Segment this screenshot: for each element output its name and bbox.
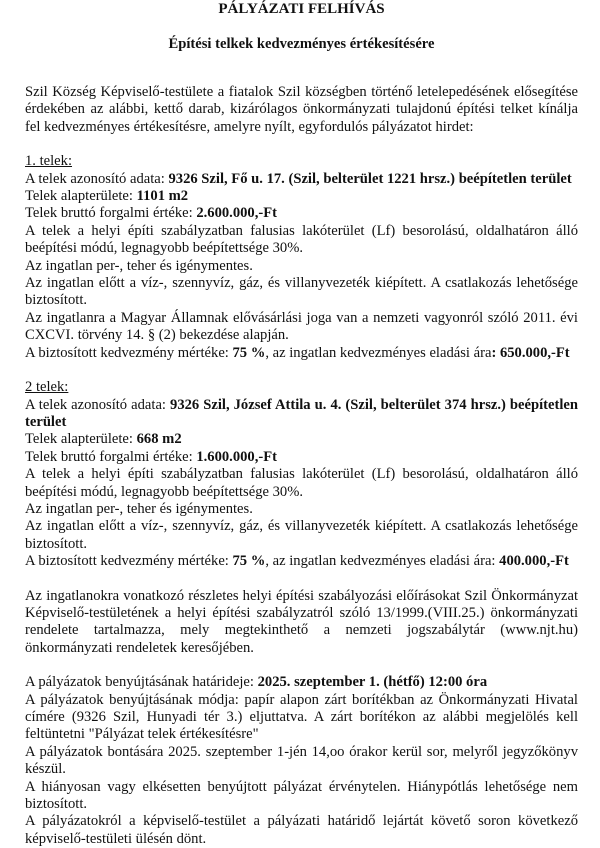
plot-2-section <box>25 379 578 570</box>
plot-2-price: Telek bruttó forgalmi értéke: 1.600.000,-Ft <box>25 448 278 465</box>
plot-1-preemption: Az ingatlanra a Magyar Államnak elővásárlási joga van a nemzeti vagyonról szóló 2011. évi CXCVI. törvény 14. § (2) bekezdése alapján. <box>25 309 578 344</box>
plot-1-free: Az ingatlan per-, teher és igénymentes. <box>25 257 253 274</box>
plot-1-section <box>25 153 578 362</box>
intro-paragraph: Szil Község Képviselő-testülete a fiatalok Szil községben történő letelepedésének elősegítése érdekében az alábbi, kettő darab, kizárólagos önkormányzati tulajdonú építési telket kínálja fel kedvezményes értékesítésre, amelyre nyílt, egyfordulós pályázatot hirdet: <box>25 84 578 135</box>
opening-info: A pályázatok bontására 2025. szeptember 1-jén 14,oo órakor kerül sor, melyről jegyzőkönyv készül. <box>25 743 578 778</box>
plot-1-zoning: A telek a helyi építi szabályzatban falusias lakóterület (Lf) besorolású, oldalhatáron álló beépítési módú, legnagyobb beépítettsége 30%. <box>25 222 578 257</box>
plot-1-price: Telek bruttó forgalmi értéke: 2.600.000,-Ft <box>25 205 278 222</box>
submission-method: A pályázatok benyújtásának módja: papír alapon zárt borítékban az Önkormányzati Hivatal címére (9326 Szil, Hunyadi tér 3.) eljuttatva. A zárt borítékon az alábbi megjelölés kell feltüntetni "Pályázat telek értékesítésre" <box>25 691 578 743</box>
page-title: PÁLYÁZATI FELHÍVÁS <box>218 1 385 17</box>
deadline: A pályázatok benyújtásának határideje: 2025. szeptember 1. (hétfő) 12:00 óra <box>25 674 488 691</box>
plot-1-heading: 1. telek: <box>25 153 73 170</box>
plot-1-area: Telek alapterülete: 1101 m2 <box>25 188 189 205</box>
plot-1-utilities: Az ingatlan előtt a víz-, szennyvíz, gáz, és villanyvezeték kiépített. A csatlakozás lehetősége biztosított. <box>25 275 578 309</box>
decision-info: A pályázatokról a képviselő-testület a pályázati határidő lejártát követő soron következő képviselő-testületi ülésén dönt. <box>25 813 578 847</box>
regulations-paragraph: Az ingatlanokra vonatkozó részletes helyi építési szabályozási előírásokat Szil Önkormányzat Képviselő-testületének a helyi építési szabályzatról szóló 13/1999.(VIII.25.) önkormányzati rendelete tartalmazza, mely megtekinthető a nemzeti jogszabálytár (www.njt.hu) önkormányzati rendeletek keresőjében. <box>25 587 578 656</box>
plot-2-id: A telek azonosító adata: 9326 Szil, József Attila u. 4. (Szil, belterület 374 hrsz.) beépítetlen terület <box>25 396 578 430</box>
invalid-info: A hiányosan vagy elkésetten benyújtott pályázat érvénytelen. Hiánypótlás lehetősége nem biztosított. <box>25 778 578 813</box>
plot-2-area: Telek alapterülete: 668 m2 <box>25 431 182 448</box>
plot-2-zoning: A telek a helyi építi szabályzatban falusias lakóterület (Lf) besorolású, oldalhatáron álló beépítési módú, legnagyobb beépítettsége 30%. <box>25 466 578 500</box>
plot-1-discount: A biztosított kedvezmény mértéke: 75 %, az ingatlan kedvezményes eladási ára: 650.000,-Ft <box>25 344 570 361</box>
plot-2-free: Az ingatlan per-, teher és igénymentes. <box>25 500 253 517</box>
plot-2-heading: 2 telek: <box>25 379 69 396</box>
page-subtitle: Építési telkek kedvezményes értékesítésére <box>168 36 435 52</box>
plot-1-id: A telek azonosító adata: 9326 Szil, Fő u. 17. (Szil, belterület 1221 hrsz.) beépítetlen terület <box>25 170 572 187</box>
plot-2-discount: A biztosított kedvezmény mértéke: 75 %, az ingatlan kedvezményes eladási ára: 400.000,-Ft <box>25 553 569 570</box>
plot-2-utilities: Az ingatlan előtt a víz-, szennyvíz, gáz, és villanyvezeték kiépített. A csatlakozás lehetősége biztosított. <box>25 518 578 552</box>
